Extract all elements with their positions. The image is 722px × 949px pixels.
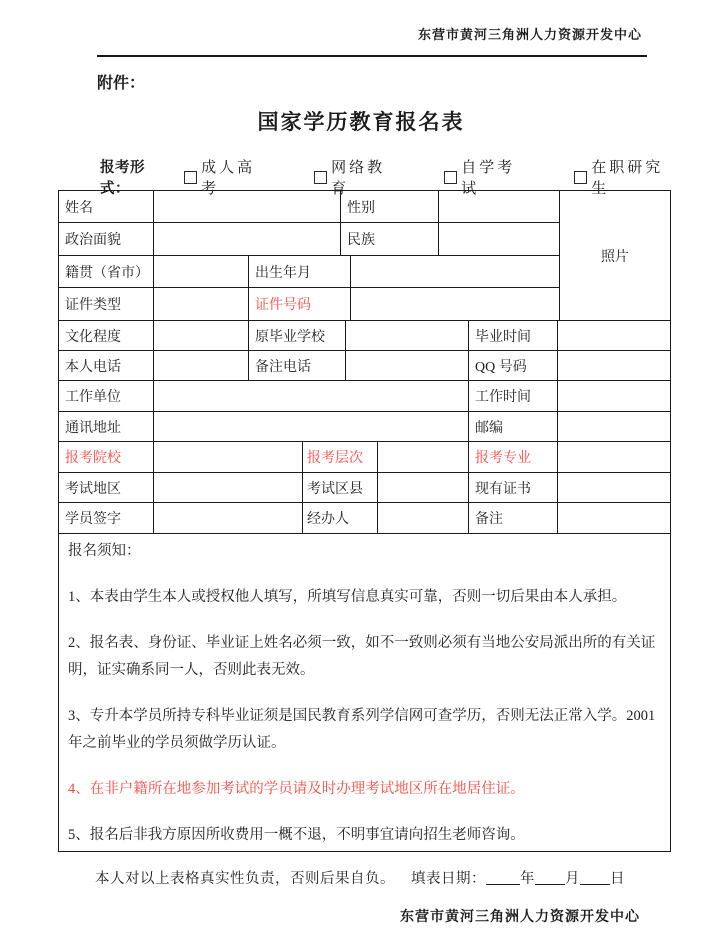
option-label: 成人高考: [201, 160, 256, 197]
field-label-ethnicity: 民族: [341, 223, 439, 256]
fill-date-label: 填表日期：: [411, 871, 486, 887]
field-label-student-signature: 学员签字: [59, 503, 154, 534]
field-value-work-time: [558, 381, 671, 412]
field-label-gender: 性别: [341, 191, 439, 223]
field-label-existing-certificate: 现有证书: [469, 473, 558, 503]
checkbox-icon: [184, 171, 197, 184]
field-value-personal-phone: [154, 351, 249, 381]
field-value-existing-certificate: [558, 473, 671, 503]
field-value-apply-major: [558, 442, 671, 473]
field-label-id-number: 证件号码: [249, 288, 351, 321]
checkbox-icon: [444, 171, 457, 184]
registration-type-label: 报考形式：: [100, 160, 145, 197]
month-blank-line: [535, 871, 565, 885]
option-label: 自学考试: [461, 160, 516, 197]
field-value-graduation-time: [558, 321, 671, 351]
field-label-previous-school: 原毕业学校: [249, 321, 346, 351]
registration-form-table: [58, 190, 671, 852]
field-label-education-level: 文化程度: [59, 321, 154, 351]
notice-title: 报名须知：: [68, 543, 141, 559]
field-value-education-level: [154, 321, 249, 351]
field-label-postal-code: 邮编: [469, 412, 558, 442]
field-label-exam-region: 考试地区: [59, 473, 154, 503]
field-label-native-place: 籍贯（省市）: [59, 256, 154, 288]
field-value-student-signature: [154, 503, 303, 534]
field-value-birth-date: [351, 256, 560, 288]
field-label-graduation-time: 毕业时间: [469, 321, 558, 351]
field-value-previous-school: [346, 321, 469, 351]
field-label-apply-major: 报考专业: [469, 442, 558, 473]
field-label-exam-county: 考试区县: [303, 473, 378, 503]
field-value-handler: [378, 503, 469, 534]
field-value-apply-level: [378, 442, 469, 473]
field-value-postal-code: [558, 412, 671, 442]
field-label-alternate-phone: 备注电话: [249, 351, 346, 381]
day-unit-label: 日: [610, 871, 625, 887]
field-value-work-unit: [154, 381, 469, 412]
field-value-id-number: [351, 288, 560, 321]
footer-organization: 东营市黄河三角洲人力资源开发中心: [400, 910, 640, 925]
field-label-apply-school: 报考院校: [59, 442, 154, 473]
notice-item-3: 3、专升本学员所持专科毕业证须是国民教育系列学信网可查学历，否则无法正常入学。2001 年之前毕业的学员须做学历认证。: [68, 708, 656, 751]
field-label-birth-date: 出生年月: [249, 256, 351, 288]
checkbox-icon: [314, 171, 327, 184]
day-blank-line: [580, 871, 610, 885]
field-label-apply-level: 报考层次: [303, 442, 378, 473]
year-unit-label: 年: [520, 871, 535, 887]
field-label-mailing-address: 通讯地址: [59, 412, 154, 442]
field-value-mailing-address: [154, 412, 469, 442]
notice-item-2: 2、报名表、身份证、毕业证上姓名必须一致，如不一致则必须有当地公安局派出所的有关证明，证实确系同一人，否则此表无效。: [68, 635, 656, 678]
field-label-political-status: 政治面貌: [59, 223, 154, 256]
photo-cell: 照片: [560, 191, 671, 321]
option-label: 在职研究生: [591, 160, 664, 197]
field-label-work-unit: 工作单位: [59, 381, 154, 412]
notice-item-4-highlighted: 4、在非户籍所在地参加考试的学员请及时办理考试地区所在地居住证。: [68, 781, 525, 797]
field-value-gender: [439, 191, 560, 223]
month-unit-label: 月: [565, 871, 580, 887]
field-value-qq-number: [558, 351, 671, 381]
field-value-apply-school: [154, 442, 303, 473]
field-label-qq-number: QQ 号码: [469, 351, 558, 381]
declaration-statement: 本人对以上表格真实性负责，否则后果自负。: [95, 871, 395, 887]
field-label-remarks: 备注: [469, 503, 558, 534]
field-label-work-time: 工作时间: [469, 381, 558, 412]
field-value-exam-county: [378, 473, 469, 503]
field-value-ethnicity: [439, 223, 560, 256]
field-value-id-type: [154, 288, 249, 321]
notice-section: [59, 534, 671, 852]
field-value-political-status: [154, 223, 341, 256]
field-value-remarks: [558, 503, 671, 534]
page-title: 国家学历教育报名表: [257, 110, 465, 134]
field-value-name: [154, 191, 341, 223]
field-label-handler: 经办人: [303, 503, 378, 534]
year-blank-line: [486, 871, 520, 885]
field-value-exam-region: [154, 473, 303, 503]
field-value-alternate-phone: [346, 351, 469, 381]
notice-item-1: 1、本表由学生本人或授权他人填写，所填写信息真实可靠，否则一切后果由本人承担。: [68, 589, 627, 605]
field-label-personal-phone: 本人电话: [59, 351, 154, 381]
header-rule-line: [97, 55, 647, 57]
attachment-label: 附件：: [97, 75, 146, 92]
notice-item-5: 5、报名后非我方原因所收费用一概不退，不明事宜请向招生老师咨询。: [68, 827, 525, 843]
field-value-native-place: [154, 256, 249, 288]
declaration-line: [95, 867, 625, 888]
field-label-id-type: 证件类型: [59, 288, 154, 321]
option-label: 网络教育: [331, 160, 386, 197]
checkbox-icon: [574, 171, 587, 184]
header-organization: 东营市黄河三角洲人力资源开发中心: [417, 27, 642, 42]
field-label-name: 姓名: [59, 191, 154, 223]
